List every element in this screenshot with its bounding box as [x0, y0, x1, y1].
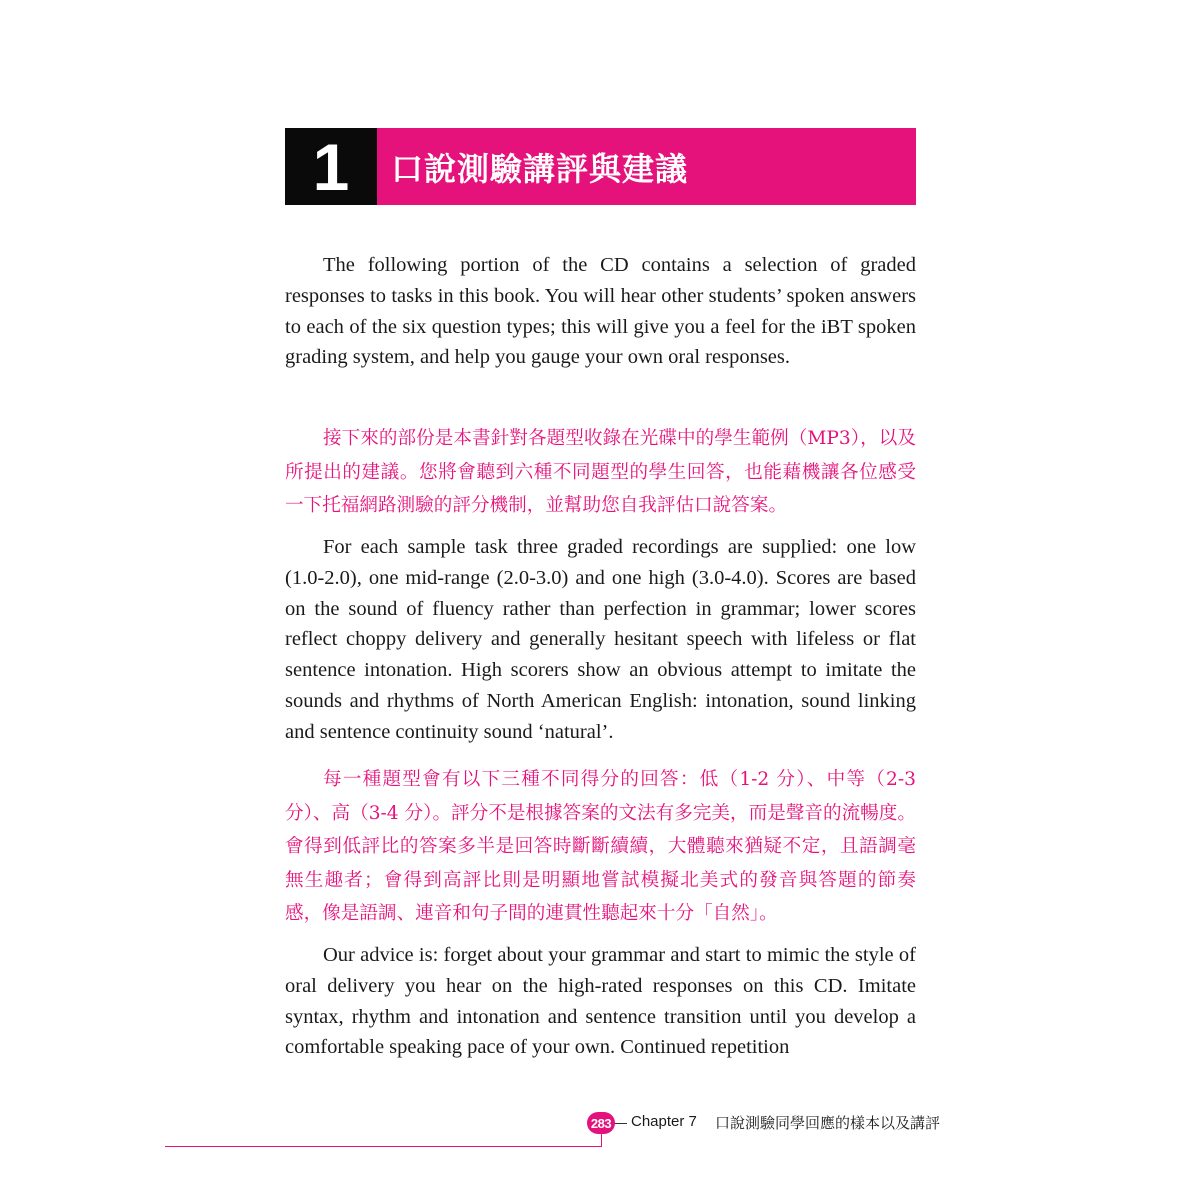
paragraph-chinese-scoring: 每一種題型會有以下三種不同得分的回答：低（1-2 分）、中等（2-3 分）、高（3-4 分）。評分不是根據答案的文法有多完美，而是聲音的流暢度。會得到低評比的答案多半是回答時斷斷續續，大體聽來猶疑不定，且語調毫無生趣者；會得到高評比則是明顯地嘗試模擬北美式的發音與答題的節奏感，像是語調、連音和句子間的連貫性聽起來十分「自然」。 [285, 769, 916, 924]
footer-rule [165, 1146, 602, 1147]
paragraph-english-advice: Our advice is: forget about your grammar and start to mimic the style of oral delivery you hear on the high-rated responses on this CD. Imitate syntax, rhythm and intonation and sentence transition until you develop a comfortable speaking pace of your own. Continued repetition [285, 944, 916, 1059]
paragraph-english-intro: The following portion of the CD contains a selection of graded responses to tasks in this book. You will hear other students’ spoken answers to each of the six question types; this will give you a feel for the iBT spoken grading system, and help you gauge your own oral responses. [285, 254, 916, 369]
section-header [285, 128, 916, 205]
section-number: 1 [285, 128, 377, 205]
footer-chapter-title: 口說測驗同學回應的樣本以及講評 [715, 1114, 941, 1132]
footer-chapter-label: Chapter 7 [631, 1113, 697, 1130]
page-footer [0, 1106, 1200, 1166]
section-title: 口說測驗講評與建議 [377, 128, 916, 205]
paragraph-chinese-intro: 接下來的部份是本書針對各題型收錄在光碟中的學生範例（MP3），以及所提出的建議。您將會聽到六種不同題型的學生回答，也能藉機讓各位感受一下托福網路測驗的評分機制，並幫助您自我評估口說答案。 [285, 428, 916, 516]
page-number-badge: 283 [587, 1112, 615, 1134]
footer-dash [615, 1123, 627, 1124]
paragraph-english-scoring: For each sample task three graded recordings are supplied: one low (1.0-2.0), one mid-range (2.0-3.0) and one high (3.0-4.0). Scores are based on the sound of fluency rather than perfection in grammar; lower scores reflect choppy delivery and generally hesitant speech with lifeless or flat sentence intonation. High scorers show an obvious attempt to imitate the sounds and rhythms of North American English: intonation, sound linking and sentence continuity sound ‘natural’. [285, 536, 916, 743]
